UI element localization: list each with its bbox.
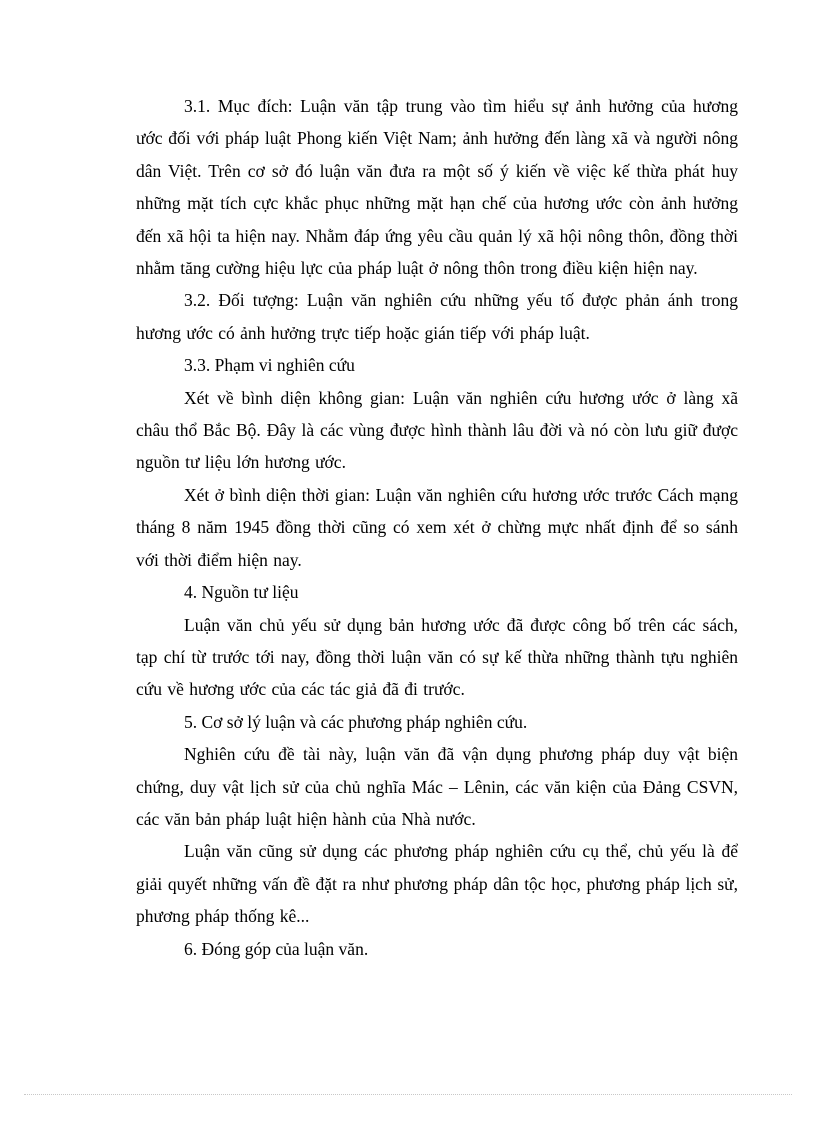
paragraph-scope-time: Xét ở bình diện thời gian: Luận văn nghiên cứu hương ước trước Cách mạng tháng 8 năm 1945 đồng thời cũng có xem xét ở chừng mực nhất định để so sánh với thời điểm hiện nay. [136,484,738,570]
paragraph-sources: Luận văn chủ yếu sử dụng bản hương ước đã được công bố trên các sách, tạp chí từ trước tới nay, đồng thời luận văn có sự kế thừa những thành tựu nghiên cứu về hương ước của các tác giả đã đi trước. [136,614,738,700]
page-bottom-divider [24,1094,792,1095]
paragraph-object: 3.2. Đối tượng: Luận văn nghiên cứu những yếu tố được phản ánh trong hương ước có ảnh hưởng trực tiếp hoặc gián tiếp với pháp luật. [136,290,738,343]
paragraph-scope-space: Xét về bình diện không gian: Luận văn nghiên cứu hương ước ở làng xã châu thổ Bắc Bộ. Đây là các vùng được hình thành lâu đời và nó còn lưu giữ được nguồn tư liệu lớn hương ước. [136,387,738,473]
paragraph-purpose: 3.1. Mục đích: Luận văn tập trung vào tìm hiểu sự ảnh hưởng của hương ước đối với pháp luật Phong kiến Việt Nam; ảnh hưởng đến làng xã và người nông dân Việt. Trên cơ sở đó luận văn đưa ra một số ý kiến về việc kế thừa phát huy những mặt tích cực khắc phục những mặt hạn chế của hương ước còn ảnh hưởng đến xã hội ta hiện nay. Nhằm đáp ứng yêu cầu quản lý xã hội nông thôn, đồng thời nhằm tăng cường hiệu lực của pháp luật ở nông thôn trong điều kiện hiện nay. [136,96,738,279]
paragraph-methods-specific: Luận văn cũng sử dụng các phương pháp nghiên cứu cụ thể, chủ yếu là để giải quyết những vấn đề đặt ra như phương pháp dân tộc học, phương pháp lịch sử, phương pháp thống kê... [136,841,738,927]
heading-methods: 5. Cơ sở lý luận và các phương pháp nghiên cứu. [184,711,528,732]
paragraph-methods-theory: Nghiên cứu đề tài này, luận văn đã vận dụng phương pháp duy vật biện chứng, duy vật lịch sử của chủ nghĩa Mác – Lênin, các văn kiện của Đảng CSVN, các văn bản pháp luật hiện hành của Nhà nước. [136,744,738,829]
document-page [136,90,738,965]
heading-contribution: 6. Đóng góp của luận văn. [184,938,369,959]
heading-sources: 4. Nguồn tư liệu [184,582,299,603]
heading-scope: 3.3. Phạm vi nghiên cứu [184,355,355,376]
